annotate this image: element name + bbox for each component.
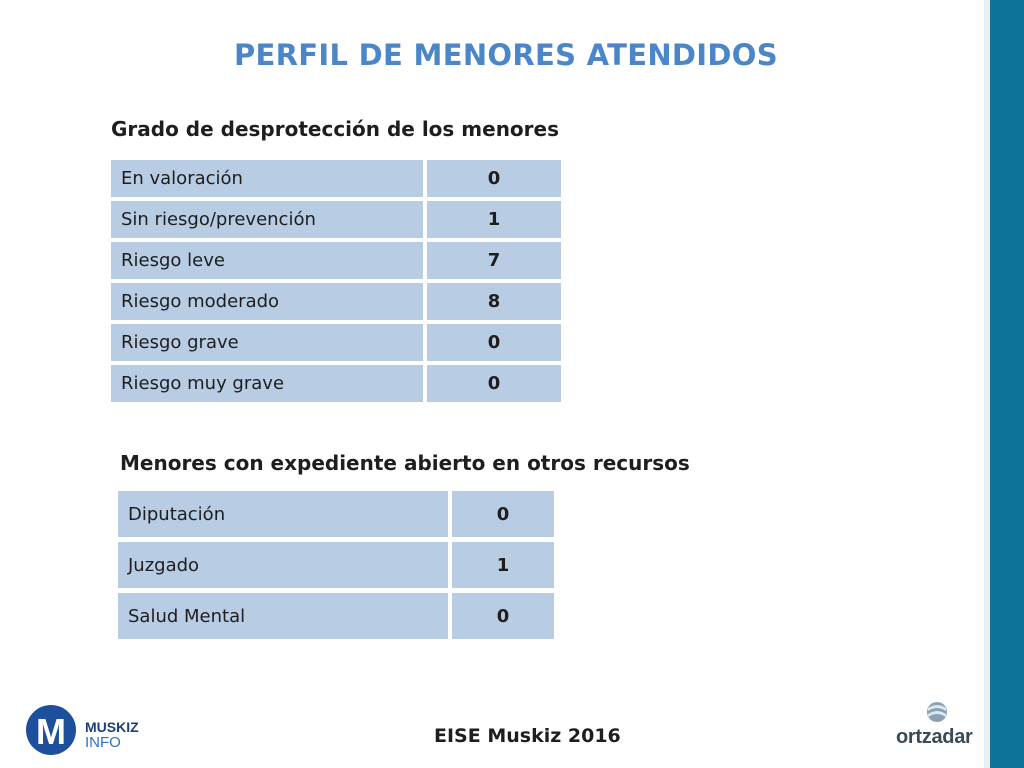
row-value: 7: [426, 241, 562, 280]
side-accent-bar: [990, 0, 1024, 768]
row-value: 1: [426, 200, 562, 239]
ortzadar-mark-icon: [924, 700, 950, 724]
row-value: 0: [426, 364, 562, 403]
row-label: Riesgo moderado: [110, 282, 424, 321]
row-label: Sin riesgo/prevención: [110, 200, 424, 239]
row-label: Riesgo muy grave: [110, 364, 424, 403]
section-title-expediente: Menores con expediente abierto en otros recursos: [120, 451, 690, 475]
table-row: [110, 282, 562, 321]
row-value: 0: [426, 323, 562, 362]
table-row: [117, 490, 555, 538]
logo-text-muskiz: MUSKIZ: [85, 719, 139, 735]
row-value: 0: [451, 490, 555, 538]
footer-text: EISE Muskiz 2016: [434, 725, 621, 747]
section-title-desproteccion: Grado de desprotección de los menores: [111, 117, 559, 141]
table-row: [110, 200, 562, 239]
logo-mark: M: [36, 711, 66, 752]
table-row: [110, 323, 562, 362]
table-desproteccion: [108, 157, 564, 405]
row-label: Salud Mental: [117, 592, 449, 640]
row-value: 8: [426, 282, 562, 321]
page-title: PERFIL DE MENORES ATENDIDOS: [234, 38, 778, 72]
table-expediente: [115, 487, 557, 643]
row-label: Riesgo leve: [110, 241, 424, 280]
table-row: [110, 364, 562, 403]
logo-text-info: INFO: [85, 734, 121, 751]
row-value: 0: [426, 159, 562, 198]
row-value: 1: [451, 541, 555, 589]
muskiz-info-logo: [26, 705, 156, 755]
ortzadar-logo-text: ortzadar: [896, 726, 973, 748]
ortzadar-logo: [896, 700, 982, 750]
row-value: 0: [451, 592, 555, 640]
table-row: [110, 159, 562, 198]
row-label: En valoración: [110, 159, 424, 198]
row-label: Riesgo grave: [110, 323, 424, 362]
table-row: [117, 592, 555, 640]
table-row: [117, 541, 555, 589]
row-label: Juzgado: [117, 541, 449, 589]
table-row: [110, 241, 562, 280]
row-label: Diputación: [117, 490, 449, 538]
